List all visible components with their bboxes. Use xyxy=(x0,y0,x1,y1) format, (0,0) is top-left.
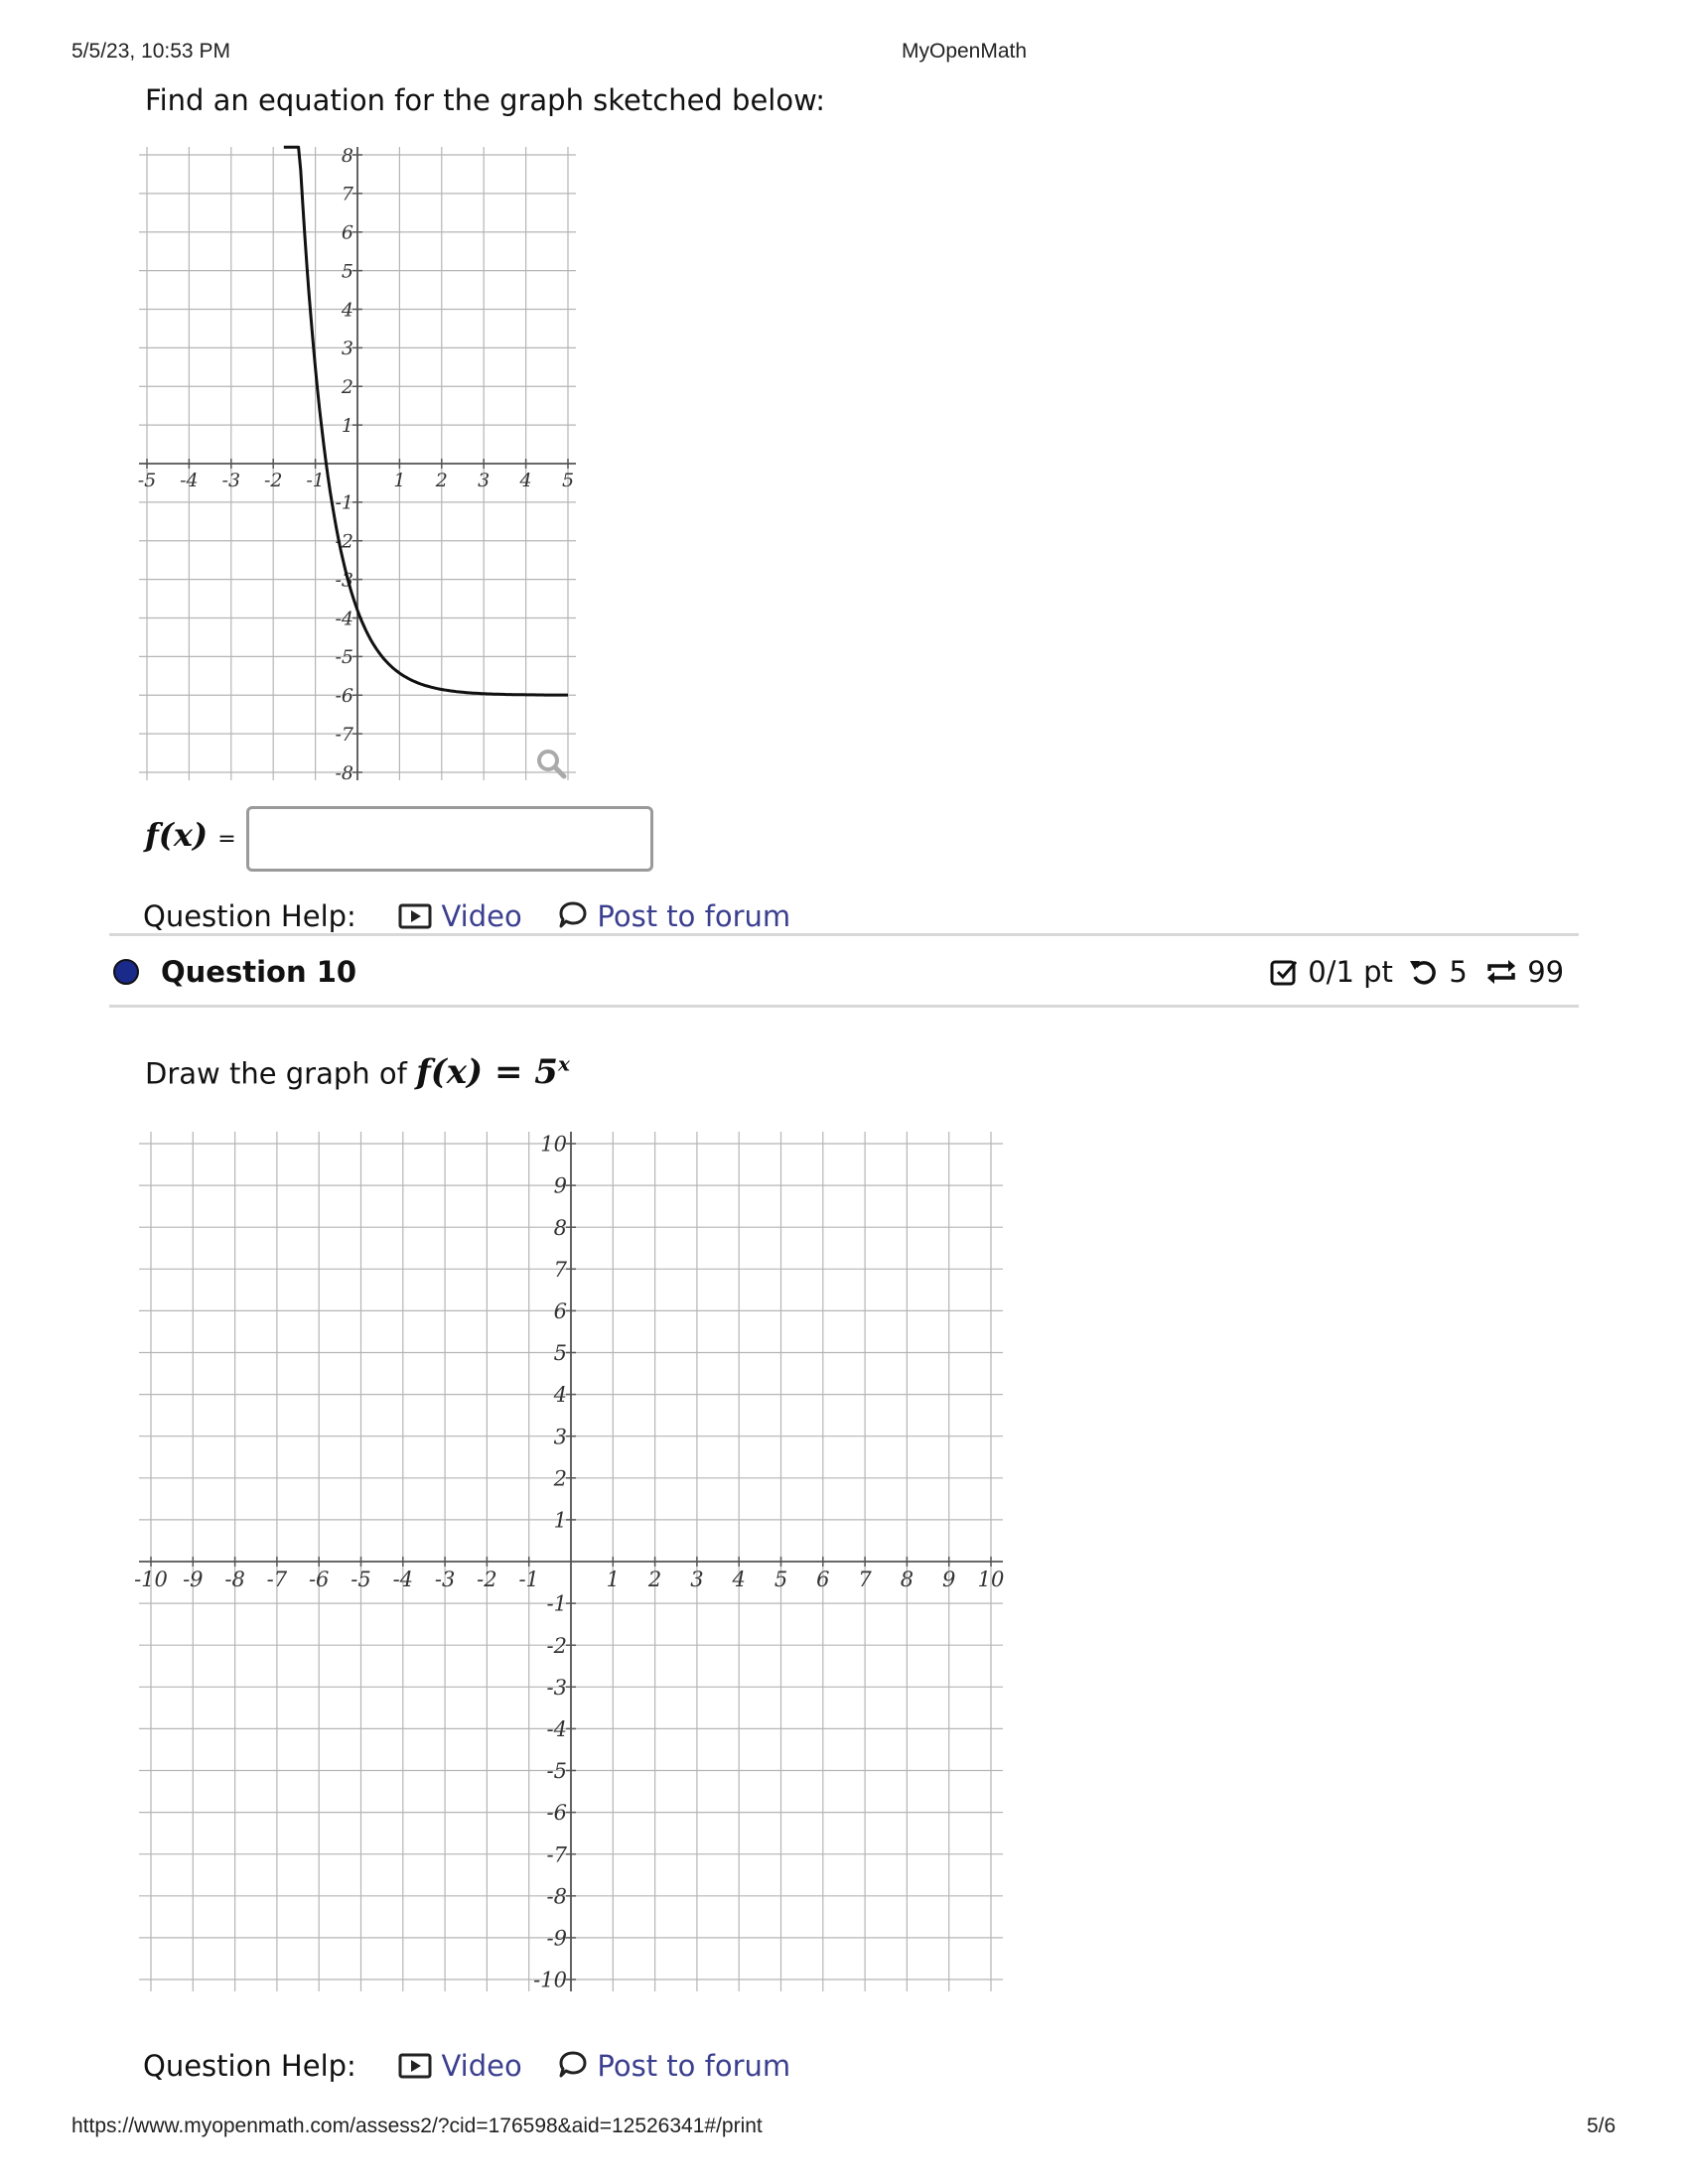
x-tick-label: 3 xyxy=(690,1568,704,1591)
x-tick-label: 8 xyxy=(900,1568,914,1591)
x-tick-label: -8 xyxy=(224,1568,245,1591)
y-tick-label: 5 xyxy=(341,260,353,283)
y-tick-label: -5 xyxy=(335,646,353,669)
retries-value: 5 xyxy=(1449,955,1468,989)
x-tick-label: 2 xyxy=(435,470,448,491)
page-number: 5/6 xyxy=(1587,2115,1617,2137)
y-tick-label: -2 xyxy=(546,1633,567,1658)
speech-bubble-icon xyxy=(558,900,588,930)
y-tick-label: 9 xyxy=(553,1173,567,1198)
x-tick-label: 5 xyxy=(561,470,575,491)
x-tick-label: -1 xyxy=(518,1568,539,1591)
y-tick-label: -7 xyxy=(546,1843,567,1867)
site-title: MyOpenMath xyxy=(902,40,1028,63)
speech-bubble-icon xyxy=(558,2050,588,2080)
y-tick-label: -7 xyxy=(335,723,353,746)
page-url: https://www.myopenmath.com/assess2/?cid=176598&aid=12526341#/print xyxy=(71,2115,763,2137)
x-tick-label: 6 xyxy=(816,1568,830,1591)
x-tick-label: -3 xyxy=(221,470,241,491)
forum-link-label: Post to forum xyxy=(597,899,791,933)
question-help-label: Question Help: xyxy=(143,2049,356,2083)
y-tick-label: 7 xyxy=(553,1257,567,1282)
y-tick-label: 1 xyxy=(341,414,353,437)
y-tick-label: -5 xyxy=(546,1759,567,1784)
y-tick-label: 7 xyxy=(341,183,353,205)
y-tick-label: -3 xyxy=(546,1675,567,1700)
y-tick-label: -4 xyxy=(335,608,353,630)
question-title: Question 10 xyxy=(161,955,357,989)
x-tick-label: -4 xyxy=(392,1568,414,1591)
answer-input[interactable] xyxy=(246,806,653,872)
y-tick-label: 4 xyxy=(341,299,353,322)
score-value: 0/1 pt xyxy=(1308,955,1393,989)
repeat-icon xyxy=(1484,957,1518,987)
y-tick-label: 6 xyxy=(553,1298,567,1323)
y-tick-label: -10 xyxy=(533,1968,567,1992)
y-tick-label: 2 xyxy=(341,376,353,399)
x-tick-label: -5 xyxy=(137,470,157,491)
y-tick-label: 2 xyxy=(553,1466,567,1491)
y-tick-label: -8 xyxy=(335,761,353,784)
sketched-graph xyxy=(137,144,576,784)
x-tick-label: 9 xyxy=(942,1568,956,1591)
attempts-value: 99 xyxy=(1527,955,1565,989)
status-dot-icon xyxy=(111,957,141,987)
drawing-graph[interactable] xyxy=(134,1132,1005,1992)
y-tick-label: -6 xyxy=(335,685,353,708)
x-tick-label: -2 xyxy=(477,1568,497,1591)
formula-base: f(x) = 5 xyxy=(416,1052,558,1093)
forum-link[interactable] xyxy=(558,899,790,933)
y-tick-label: 3 xyxy=(341,338,353,360)
divider xyxy=(109,933,1579,936)
y-tick-label: 8 xyxy=(341,144,353,167)
x-tick-label: -1 xyxy=(306,470,325,491)
y-tick-label: 6 xyxy=(341,221,353,244)
x-tick-label: 3 xyxy=(478,470,491,491)
y-tick-label: -6 xyxy=(546,1801,567,1826)
y-tick-label: -1 xyxy=(335,491,353,514)
y-tick-label: -3 xyxy=(335,569,353,592)
video-link[interactable] xyxy=(398,2049,531,2083)
x-tick-label: -9 xyxy=(183,1568,204,1591)
question-help-label: Question Help: xyxy=(143,899,356,933)
y-tick-label: 4 xyxy=(553,1383,567,1408)
answer-label: f(x) xyxy=(145,816,209,854)
question-prompt xyxy=(145,1052,570,1092)
retry-icon xyxy=(1408,957,1440,987)
question-header xyxy=(109,953,1579,993)
y-tick-label: 5 xyxy=(553,1341,567,1366)
forum-link-label: Post to forum xyxy=(597,2049,791,2083)
x-tick-label: 4 xyxy=(519,470,532,491)
x-tick-label: -5 xyxy=(351,1568,371,1591)
y-tick-label: -9 xyxy=(546,1926,567,1951)
question-help-row xyxy=(143,899,790,933)
question-help-row xyxy=(143,2049,790,2083)
forum-link[interactable] xyxy=(558,2049,790,2083)
video-link-label: Video xyxy=(441,899,522,933)
question-stats xyxy=(1269,955,1564,989)
x-tick-label: 2 xyxy=(647,1568,662,1591)
x-tick-label: 4 xyxy=(732,1568,746,1591)
x-tick-label: 1 xyxy=(393,470,406,491)
y-tick-label: 10 xyxy=(540,1132,567,1157)
equals-sign: = xyxy=(217,827,236,852)
x-tick-label: -6 xyxy=(308,1568,330,1591)
y-tick-label: 8 xyxy=(553,1215,567,1240)
x-tick-label: 7 xyxy=(858,1568,872,1591)
x-tick-label: -10 xyxy=(134,1568,168,1591)
y-tick-label: -1 xyxy=(546,1591,567,1616)
video-icon xyxy=(398,2053,432,2079)
x-tick-label: -4 xyxy=(180,470,199,491)
question-prompt: Find an equation for the graph sketched below: xyxy=(145,83,826,117)
x-tick-label: 5 xyxy=(774,1568,788,1591)
divider xyxy=(109,1005,1579,1008)
x-tick-label: 1 xyxy=(606,1568,620,1591)
print-datetime: 5/5/23, 10:53 PM xyxy=(71,40,230,63)
x-tick-label: 10 xyxy=(977,1568,1005,1591)
y-tick-label: -8 xyxy=(546,1884,567,1909)
y-tick-label: 1 xyxy=(553,1508,567,1533)
y-tick-label: 3 xyxy=(553,1425,567,1449)
prompt-text: Draw the graph of xyxy=(145,1056,407,1091)
video-link[interactable] xyxy=(398,899,531,933)
x-tick-label: -7 xyxy=(266,1568,288,1591)
formula-exponent: x xyxy=(557,1052,570,1076)
video-link-label: Video xyxy=(441,2049,522,2083)
answer-label-row xyxy=(145,816,236,854)
x-tick-label: -3 xyxy=(434,1568,456,1591)
prompt-formula xyxy=(416,1052,570,1092)
video-icon xyxy=(398,903,432,929)
checkbox-icon xyxy=(1269,957,1299,987)
x-tick-label: -2 xyxy=(263,470,283,491)
y-tick-label: -2 xyxy=(335,530,353,553)
y-tick-label: -4 xyxy=(546,1716,567,1741)
